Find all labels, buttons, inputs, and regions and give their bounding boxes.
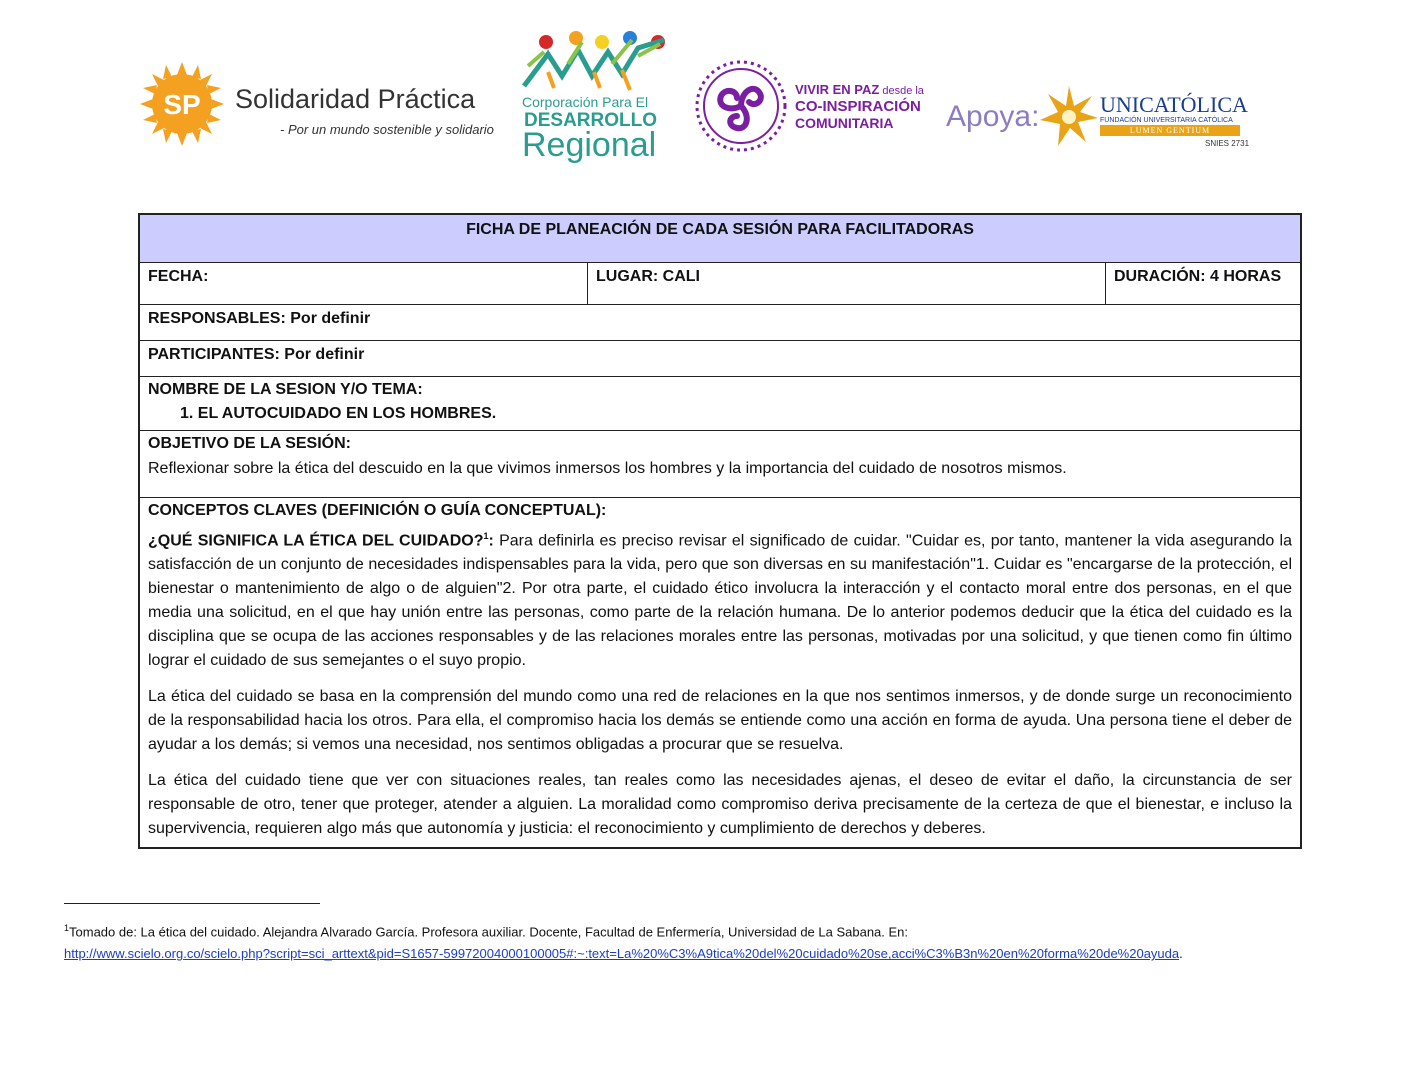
unicatolica-snies: SNIES 2731 [1205,139,1250,148]
concepts-heading: CONCEPTOS CLAVES (DEFINICIÓN O GUÍA CONCEPTUAL): [148,502,607,519]
triskelion-icon [693,58,789,154]
session-heading: NOMBRE DE LA SESION Y/O TEMA: [148,381,423,398]
vep-line2: CO-INSPIRACIÓN [795,98,921,115]
footnote [64,917,1364,965]
unicatolica-motto: LUMEN GENTIUM [1100,125,1240,136]
participantes-row: PARTICIPANTES: Por definir [140,341,1300,377]
concepts-paragraph-1: ¿QUÉ SIGNIFICA LA ÉTICA DEL CUIDADO?$^1$: Para definirla es preciso revisar el significado de cuidar. "Cuidar es, por tanto, mantener la vida asegurando la satisfacción de un conjunto de necesidades indispensables para la vida, pero que son diversas en su manifestación"1. Cuidar es "encargarse de la protección, el bienestar o mantenimiento de algo o de alguien"2. Por otra parte, el cuidado ético involucra la interacción y el contacto moral entre dos personas, en el que media una solicitud, en el que hay unión entre las personas, como parte de la relación humana. De lo anterior podemos deducir que la ética del cuidado es la disciplina que se ocupa de las acciones responsables y de las relaciones morales entre las personas, motivadas por una solicitud, y que tienen como fin último lograr el cuidado de sus semejantes o el suyo propio. [148,531,1293,670]
footnote-ref: 1 [483,531,489,541]
star-icon [1040,86,1098,146]
planning-form [138,213,1302,849]
form-meta-row [140,263,1300,305]
objective-heading: OBJETIVO DE LA SESIÓN: [148,435,351,452]
cdr-line2: DESARROLLO [524,110,657,131]
concepts-paragraph-2: La ética del cuidado se basa en la comprensión del mundo como una red de relaciones en la que nos sentimos inmersos, y de donde surge un reconocimiento de la responsabilidad hacia los otros. Para ella, el compromiso hacia los demás se entiende como una acción en forma de ayuda. Una persona tiene el deber de ayudar a los demás; si vemos una necesidad, nos sentimos obligadas a procurar que se resuelva. [148,688,1292,754]
unicatolica-subtitle: FUNDACIÓN UNIVERSITARIA CATÓLICA [1100,117,1233,124]
footnote-text: $^1$Tomado de: La ética del cuidado. Alejandra Alvarado García. Profesora auxiliar. Docente, Facultad de Enfermería, Universidad de La Sabana. En: [64,923,909,940]
solidaridad-tagline: - Por un mundo sostenible y solidario [280,122,494,137]
logo-strip [0,0,1408,180]
objective-text: Reflexionar sobre la ética del descuido en la que vivimos inmersos los hombres y la importancia del cuidado de nosotros mismos. [148,460,1067,477]
responsables-row: RESPONSABLES: Por definir [140,305,1300,341]
concepts-paragraph-3: La ética del cuidado tiene que ver con situaciones reales, tan reales como las necesidades ajenas, el deseo de evitar el daño, la circunstancia de ser responsable de otro, tener que proteger, atender a alguien. La moralidad como compromiso deriva precisamente de la certeza de que el bienestar, e incluso la supervivencia, requieren algo más que autonomía y justicia: el reconocimiento y cumplimiento de derechos y deberes. [148,772,1292,838]
cdr-line1: Corporación Para El [522,94,649,110]
sun-icon [140,62,224,146]
session-item: 1. EL AUTOCUIDADO EN LOS HOMBRES. [180,405,497,422]
solidaridad-name: Solidaridad Práctica [235,84,476,114]
concepts-row [140,498,1300,847]
footnote-rule [64,903,320,904]
cdr-line3: Regional [522,126,657,164]
unicatolica-name: UNICATÓLICA [1100,92,1248,117]
footnote-link[interactable]: http://www.scielo.org.co/scielo.php?script=sci_arttext&pid=S1657-59972004000100005#:~:text=La%20%C3%A9tica%20del%20cuidado%20se,acci%C3%B3n%20en%20forma%20de%20ayuda [64,946,1180,962]
unicatolica-logo [1040,86,1250,150]
apoya-label: Apoya: [946,100,1040,133]
session-name-row [140,377,1300,431]
concepts-text-1: Para definirla es preciso revisar el significado de cuidar. "Cuidar es, por tanto, mantener la vida asegurando la satisfacción de un conjunto de necesidades indispensables para la vida, pero que son diversas en su manifestación"1. Cuidar es "encargarse de la protección, el bienestar o mantenimiento de algo o de alguien"2. Por otra parte, el cuidado ético involucra la interacción y el contacto moral entre dos personas, en el que media una solicitud, en el que hay unión entre las personas, como parte de la relación humana. De lo anterior podemos deducir que la ética del cuidado es la disciplina que se ocupa de las acciones responsables y de las relaciones morales entre las personas, motivadas por una solicitud, y que tienen como fin último lograr el cuidado de sus semejantes o el suyo propio. [148,532,1293,670]
vep-line1: VIVIR EN PAZ desde la [795,82,924,97]
vep-line3: COMUNITARIA [795,115,894,131]
corporacion-desarrollo-regional-logo [518,30,670,164]
footnote-link-line: http://www.scielo.org.co/scielo.php?script=sci_arttext&pid=S1657-59972004000100005#:~:text=La%20%C3%A9tica%20del%20cuidado%20se,acci%C3%B3n%20en%20forma%20de%20ayuda. [64,946,1183,962]
people-figures-icon [518,30,670,96]
objective-row [140,431,1300,498]
duracion-cell: DURACIÓN: 4 HORAS [1114,268,1282,285]
solidaridad-practica-logo [140,62,494,148]
lugar-cell: LUGAR: CALI [588,263,1106,304]
vivir-en-paz-logo [693,58,943,156]
sp-initials: SP [163,89,201,120]
concepts-question: ¿QUÉ SIGNIFICA LA ÉTICA DEL CUIDADO? [148,532,484,550]
fecha-cell: FECHA: [140,263,588,304]
form-title: FICHA DE PLANEACIÓN DE CADA SESIÓN PARA FACILITADORAS [140,215,1300,263]
